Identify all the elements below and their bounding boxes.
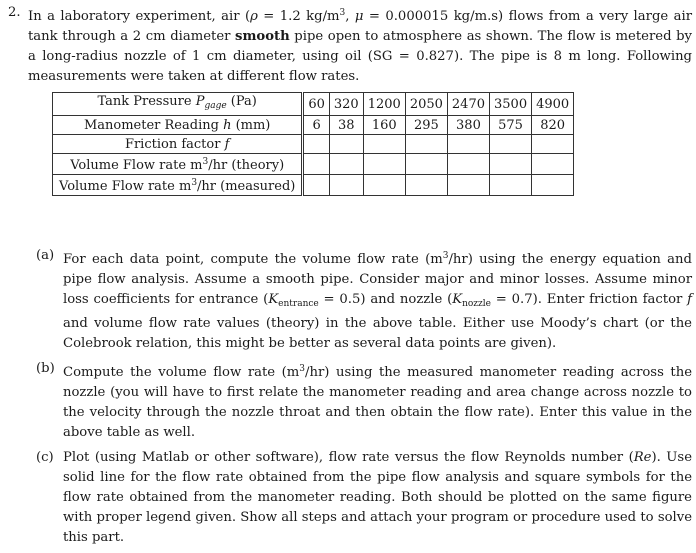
table-cell-empty [329,175,363,196]
part-b-label: (b) [36,361,55,376]
row-label-flow-measured: Volume Flow rate $m^3/hr$ (measured) [53,175,303,196]
row-label-tank-pressure: Tank Pressure $P_{gage}$ (Pa) [53,93,303,116]
mu-symbol: μ [354,9,364,24]
table-cell-empty [447,175,489,196]
table-cell-empty [490,135,532,154]
table-cell-empty [363,154,405,175]
table-cell: 320 [329,93,363,116]
table-cell: 820 [532,116,574,135]
measurement-table [52,92,574,196]
table-cell: 60 [303,93,330,116]
table-row [53,175,574,196]
table-cell: 3500 [490,93,532,116]
table-cell-empty [405,154,447,175]
part-c [36,448,692,548]
row-label-manometer-reading: Manometer Reading h (mm) [53,116,303,135]
table-cell: 6 [303,116,330,135]
table-cell-empty [532,175,574,196]
row-label-flow-theory: Volume Flow rate $m^3/hr$ (theory) [53,154,303,175]
part-b [36,359,692,443]
table-cell-empty [532,154,574,175]
table-cell: 2050 [405,93,447,116]
part-a-label: (a) [36,248,55,263]
rho-symbol: ρ [250,9,258,24]
table-cell: 38 [329,116,363,135]
table-cell: 1200 [363,93,405,116]
problem-number: 2. [8,5,21,20]
table-cell-empty [303,154,330,175]
table-cell: 4900 [532,93,574,116]
table-cell-empty [329,135,363,154]
table-cell: 575 [490,116,532,135]
problem-statement [8,3,692,87]
table-cell-empty [490,175,532,196]
table-row [53,135,574,154]
part-b-text: Compute the volume flow rate $(m^3/hr)$ using the measured manometer reading across the nozzle (you will have to first relate the manometer reading and area change across nozzle to the velocity through the nozzle throat and then obtain the flow rate). Enter this value in the above table as well. [63,364,692,440]
part-c-text: Plot (using Matlab or other software), flow rate versus the flow Reynolds number (Re). Use solid line for the flow rate obtained from the pipe flow analysis and square symbols for the flow rate obtained from the manometer reading. Both should be plotted on the same figure with proper legend given. Show all steps and attach your program or procedure used to solve this part. [63,450,692,545]
table-row [53,154,574,175]
emphasis-smooth: smooth [235,29,290,44]
table-row [53,116,574,135]
table-cell: 295 [405,116,447,135]
table-cell-empty [303,135,330,154]
table-cell-empty [303,175,330,196]
problem-intro-text: In a laboratory experiment, air (ρ = 1.2 $kg/m^3$, μ = 0.000015 kg/m.s) flows from a very large air tank through a 2 cm diameter smooth pipe open to atmosphere as shown. The flow is metered by a long-radius nozzle of 1 cm diameter, using oil (SG = 0.827). The pipe is 8 m long. Following measurements were taken at different flow rates. [28,8,692,84]
table-cell-empty [363,135,405,154]
table-cell: 380 [447,116,489,135]
table-cell: 2470 [447,93,489,116]
table-cell-empty [405,135,447,154]
question-parts [36,246,692,553]
part-c-label: (c) [36,450,54,465]
table-cell-empty [363,175,405,196]
row-label-friction-factor: Friction factor f [53,135,303,154]
table-cell-empty [405,175,447,196]
table-cell-empty [532,135,574,154]
table-cell-empty [447,135,489,154]
table-cell: 160 [363,116,405,135]
table-row [53,93,574,116]
part-a [36,246,692,354]
table-cell-empty [490,154,532,175]
table-cell-empty [329,154,363,175]
table-cell-empty [447,154,489,175]
part-a-text: For each data point, compute the volume flow rate $(m^3/hr)$ using the energy equation and pipe flow analysis. Assume a smooth pipe. Consider major and minor losses. Assume minor loss coefficients for entrance $(K_{entrance} = 0.5)$ and nozzle $(K_{nozzle} = 0.7)$. Enter friction factor f and volume flow rate values (theory) in the above table. Either use Moody’s chart (or the Colebrook relation, this might be better as several data points are given). [63,251,693,351]
